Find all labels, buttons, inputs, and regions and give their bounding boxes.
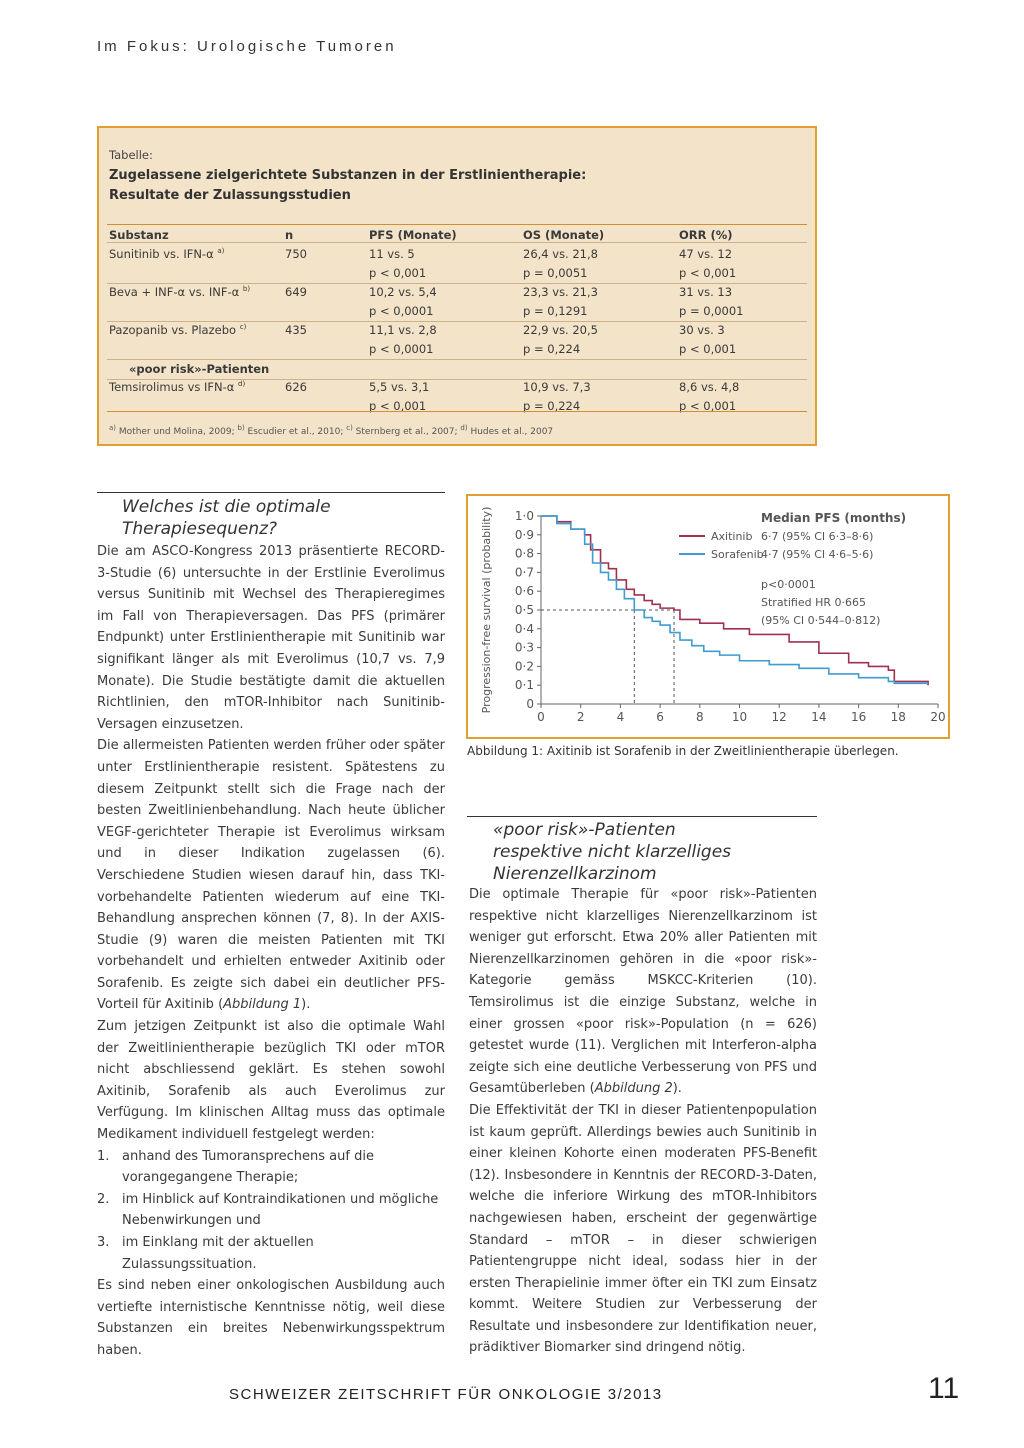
right-heading-line-3: Nierenzellkarzinom <box>493 864 657 884</box>
table-cell-pfs: 10,2 vs. 5,4 <box>369 285 437 299</box>
y-tick-label: 0·8 <box>514 546 534 561</box>
x-tick-label: 16 <box>850 710 867 724</box>
table-cell-text: Temsirolimus vs IFN-α <box>109 380 235 394</box>
table-header-rule <box>107 242 807 243</box>
footnote-marker: a) <box>217 247 225 256</box>
x-tick-label: 2 <box>576 710 585 724</box>
x-tick-label: 10 <box>731 710 748 724</box>
right-section-rule <box>467 816 817 817</box>
table-cell-orr: p = 0,0001 <box>679 304 744 318</box>
table-cell-text: Sunitinib vs. IFN-α <box>109 247 214 261</box>
table-cell-pfs: p < 0,001 <box>369 266 427 280</box>
table-cell-pfs: p < 0,0001 <box>369 342 434 356</box>
left-column-text <box>97 541 445 1362</box>
list-item <box>97 1232 445 1275</box>
list-item-number: 2. <box>97 1191 110 1207</box>
table-cell-n: 750 <box>285 247 307 261</box>
table-cell-orr: p < 0,001 <box>679 266 737 280</box>
list-item-text: im Hinblick auf Kontraindikationen und mögliche Nebenwirkungen und <box>122 1191 439 1229</box>
legend-median: 4·7 (95% CI 4·6–5·6) <box>761 548 874 561</box>
y-tick-label: 0·3 <box>514 640 534 655</box>
table-bottom-rule <box>107 411 807 412</box>
chart-annotation: (95% CI 0·544–0·812) <box>761 614 881 627</box>
footnote-marker: c) <box>239 323 247 332</box>
table-cell-orr: 30 vs. 3 <box>679 323 725 337</box>
table-box <box>97 126 817 446</box>
x-tick-label: 6 <box>656 710 664 724</box>
right-column-text <box>469 884 817 1359</box>
table-cell-substanz <box>109 323 246 337</box>
right-paragraph-1-text: Die optimale Therapie für «poor risk»-Patienten respektive nicht klarzelliges Nierenzellkarzinom ist weniger gut erforscht. Etwa 20% aller Patienten mit Nierenzellkarzinomen gehören in die «poor risk»-Kategorie gemäss MSKCC-Kriterien (10). Temsirolimus ist die einzige Substanz, welche in einer grossen «poor risk»-Population (n = 626) getestet wurde (11). Verglichen mit Interferon-alpha zeigte sich eine deutliche Verbesserung von PFS und Gesamtüberleben ( <box>469 887 817 1097</box>
col-header-n: n <box>285 228 294 242</box>
list-item-number: 3. <box>97 1235 110 1250</box>
legend-median: 6·7 (95% CI 6·3–8·6) <box>761 530 874 543</box>
table-cell-os: p = 0,224 <box>523 399 581 413</box>
table-title-line-2: Resultate der Zulassungsstudien <box>109 188 351 203</box>
footnote-marker: d) <box>238 380 246 389</box>
chart-annotation: p<0·0001 <box>761 578 816 591</box>
table-cell-os: 23,3 vs. 21,3 <box>523 285 598 299</box>
list-item-text: anhand des Tumoransprechens auf die vorangegangene Therapie; <box>122 1148 374 1186</box>
left-paragraph-4: Es sind neben einer onkologischen Ausbildung auch vertiefte internistische Kenntnisse nötig, weil diese Substanzen ein breites Nebenwirkungsspektrum haben. <box>97 1278 445 1358</box>
x-tick-label: 14 <box>811 710 827 724</box>
table-cell-pfs: p < 0,0001 <box>369 304 434 318</box>
y-tick-label: 0·1 <box>514 678 534 693</box>
left-paragraph-2-text: Die allermeisten Patienten werden früher oder später unter Erstlinientherapie resistent. Spätestens zu diesem Zeitpunkt stellt sich die Frage nach der besten Zweitlinienbehandlung. Nach heute üblicher VEGF-gerichteter Therapie ist Everolimus wirksam und in dieser Indikation zugelassen (6). Verschiedene Studien wiesen darauf hin, dass TKI-vorbehandelte Patienten wiederum auf eine TKI-Behandlung ansprechen können (7, 8). In der AXIS-Studie (9) waren die meisten Patienten mit TKI vorbehandelt und erhielten entweder Axitinib oder Sorafenib. Es zeigte sich dabei ein deutlicher PFS-Vorteil für Axitinib ( <box>97 738 445 1013</box>
table-cell-substanz <box>109 285 250 299</box>
table-title <box>109 166 586 206</box>
table-cell-os: p = 0,0051 <box>523 266 588 280</box>
y-tick-label: 0·2 <box>514 659 534 674</box>
table-cell-os: 10,9 vs. 7,3 <box>523 380 591 394</box>
left-section-rule <box>97 492 445 493</box>
table-cell-n: 626 <box>285 380 307 394</box>
table-cell-orr: 47 vs. 12 <box>679 247 733 261</box>
table-cell-pfs: 5,5 vs. 3,1 <box>369 380 430 394</box>
legend-title: Median PFS (months) <box>761 511 907 525</box>
right-paragraph-1-end: ). <box>672 1081 682 1097</box>
left-heading-line-1: Welches ist die optimale <box>122 497 331 517</box>
right-section-heading <box>493 819 731 885</box>
figure-1 <box>466 494 950 739</box>
table-cell-pfs: 11 vs. 5 <box>369 247 415 261</box>
figure-1-reference: Abbildung 1 <box>223 997 302 1013</box>
legend-label: Sorafenib <box>711 548 764 561</box>
x-tick-label: 0 <box>537 710 545 724</box>
table-cell-orr: p < 0,001 <box>679 342 737 356</box>
left-heading-line-2: Therapiesequenz? <box>122 519 278 539</box>
table-row-rule <box>107 283 807 284</box>
y-tick-label: 0 <box>526 697 534 711</box>
table-cell-text: Pazopanib vs. Plazebo <box>109 323 237 337</box>
chart-annotation: Stratified HR 0·665 <box>761 596 867 609</box>
x-tick-label: 4 <box>616 710 625 724</box>
table-cell-orr: 31 vs. 13 <box>679 285 733 299</box>
kaplan-meier-chart <box>468 496 948 737</box>
table-cell-n: 649 <box>285 285 307 299</box>
y-axis-label: Progression-free survival (probability) <box>480 506 493 714</box>
table-cell-os: p = 0,1291 <box>523 304 588 318</box>
col-header-substanz: Substanz <box>109 228 169 242</box>
table-row-rule <box>107 359 807 360</box>
figure-2-reference: Abbildung 2 <box>594 1081 673 1097</box>
page-number: 11 <box>928 1372 960 1405</box>
table-cell-pfs: p < 0,001 <box>369 399 427 413</box>
x-tick-label: 8 <box>695 710 704 724</box>
table-cell-substanz <box>109 247 224 261</box>
running-header: Im Fokus: Urologische Tumoren <box>97 38 397 55</box>
table-footnote: $^{a)}$ Mother und Molina, 2009; $^{b)}$ Escudier et al., 2010; $^{c)}$ Sternberg et al., 2007; $^{d)}$ Hudes et al., 2007 <box>109 424 554 437</box>
legend-label: Axitinib <box>711 530 753 543</box>
right-paragraph-1 <box>469 884 817 1100</box>
x-tick-label: 18 <box>890 710 906 724</box>
table-title-line-1: Zugelassene zielgerichtete Substanzen in der Erstlinientherapie: <box>109 168 587 183</box>
col-header-pfs: PFS (Monate) <box>369 228 457 242</box>
table-cell-pfs: 11,1 vs. 2,8 <box>369 323 437 337</box>
left-paragraph-2 <box>97 735 445 1016</box>
table-row-rule <box>107 321 807 322</box>
x-tick-label: 12 <box>771 710 787 724</box>
list-item-text: im Einklang mit der aktuellen Zulassungssituation. <box>122 1235 314 1272</box>
table-cell-orr: p < 0,001 <box>679 399 737 413</box>
left-paragraph-1: Die am ASCO-Kongress 2013 präsentierte RECORD-3-Studie (6) untersuchte in der Erstlinie Everolimus versus Sunitinib mit Wechsel des Therapieregimes im Fall von Therapieversagen. Das PFS (primärer Endpunkt) unter Erstlinientherapie mit Sunitinib war signifikant länger als mit Everolimus (10,7 vs. 7,9 Monate). Die Studie bestätigte damit die aktuellen Richtlinien, den mTOR-Inhibitor nach Sunitinib-Versagen einzusetzen. <box>97 544 445 732</box>
col-header-os: OS (Monate) <box>523 228 605 242</box>
y-tick-label: 0·7 <box>514 565 534 580</box>
table-caption: Tabelle: <box>109 148 153 162</box>
right-heading-line-2: respektive nicht klarzelliges <box>493 842 732 862</box>
y-tick-label: 0·4 <box>514 621 534 636</box>
y-tick-label: 1·0 <box>514 509 534 523</box>
x-tick-label: 20 <box>930 710 946 724</box>
table-cell-os: 22,9 vs. 20,5 <box>523 323 598 337</box>
table-cell-substanz: «poor risk»-Patienten <box>129 362 270 376</box>
list-item <box>97 1146 445 1189</box>
table-cell-substanz <box>109 380 245 394</box>
footnote-marker: b) <box>242 285 251 294</box>
y-tick-label: 0·6 <box>514 584 534 599</box>
table-cell-n: 435 <box>285 323 307 337</box>
table-cell-text: Beva + INF-α vs. INF-α <box>109 285 240 299</box>
list-item <box>97 1189 445 1232</box>
table-cell-orr: 8,6 vs. 4,8 <box>679 380 740 394</box>
table-top-rule <box>107 224 807 225</box>
left-paragraph-3: Zum jetzigen Zeitpunkt ist also die optimale Wahl der Zweitlinientherapie bezüglich TKI oder mTOR nicht abschliessend geklärt. Es stehen sowohl Axitinib, Sorafenib als auch Everolimus zur Verfügung. Im klinischen Alltag muss das optimale Medikament individuell festgelegt werden: <box>97 1019 445 1143</box>
table-cell-os: p = 0,224 <box>523 342 581 356</box>
right-heading-line-1: «poor risk»-Patienten <box>493 820 676 840</box>
table-cell-os: 26,4 vs. 21,8 <box>523 247 598 261</box>
y-tick-label: 0·9 <box>514 527 534 542</box>
list-item-number: 1. <box>97 1148 110 1164</box>
left-section-heading <box>122 496 331 540</box>
figure-1-caption: Abbildung 1: Axitinib ist Sorafenib in der Zweitlinientherapie überlegen. <box>467 744 899 758</box>
left-paragraph-2-end: ). <box>301 997 311 1013</box>
col-header-orr: ORR (%) <box>679 228 733 242</box>
y-tick-label: 0·5 <box>514 603 534 617</box>
right-paragraph-2: Die Effektivität der TKI in dieser Patientenpopulation ist kaum geprüft. Allerdings bewies auch Sunitinib in einer kleinen Kohorte einen moderaten PFS-Benefit (12). Insbesondere in Kenntnis der RECORD-3-Daten, welche die inferiore Wirkung des mTOR-Inhibitors nachgewiesen haben, erscheint der gegenwärtige Standard – mTOR – in dieser schwierigen Patientengruppe nicht ideal, sodass hier in der ersten Therapielinie immer öfter ein TKI zum Einsatz kommt. Weitere Studien zur Verbesserung der Resultate und insbesondere zur Identifikation neuer, prädiktiver Biomarker sind dringend nötig. <box>469 1102 817 1356</box>
journal-footer: SCHWEIZER ZEITSCHRIFT FÜR ONKOLOGIE 3/2013 <box>229 1386 663 1403</box>
